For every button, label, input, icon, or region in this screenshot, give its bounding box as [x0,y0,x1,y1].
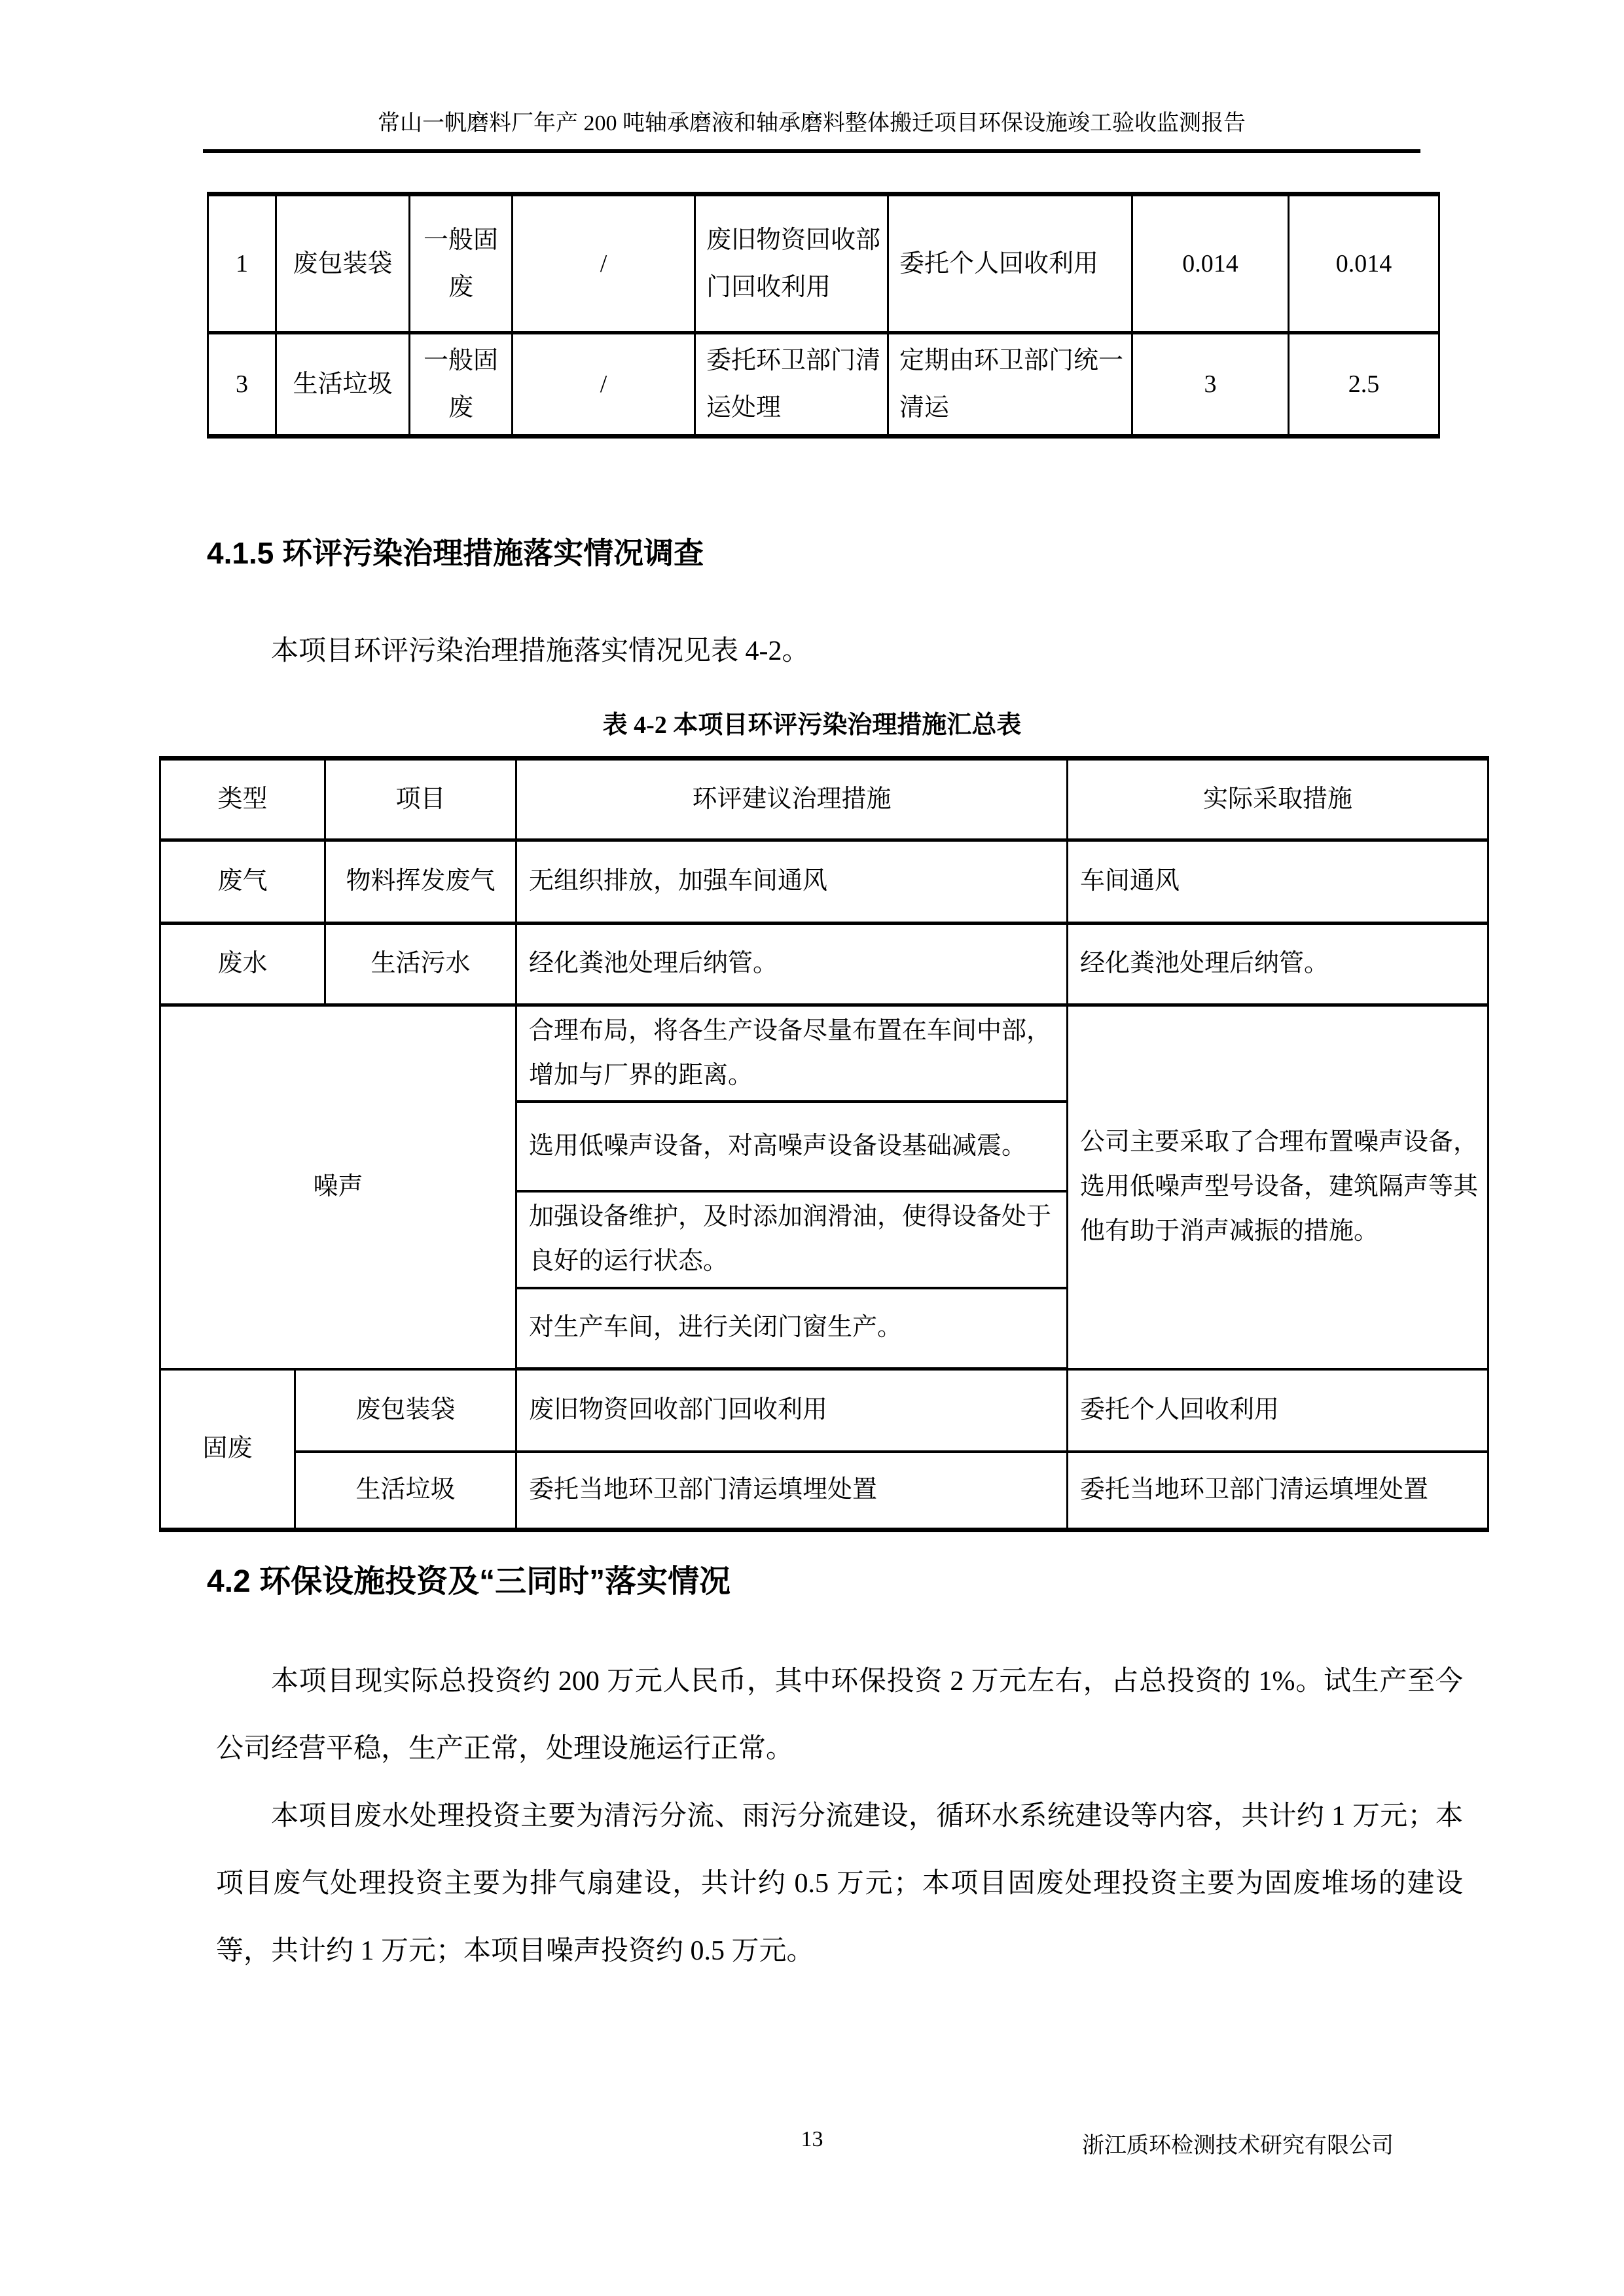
table-row [208,333,1439,437]
suggested-measure-cell: 经化粪池处理后纳管。 [516,924,1068,1005]
value-cell: 0.014 [1289,194,1439,333]
actual-measure-cell: 委托个人回收利用 [888,194,1132,333]
solid-waste-row [160,1369,1489,1452]
type-cell: 固废 [160,1369,295,1530]
table-row [208,194,1439,333]
waste-gas-row [160,840,1489,924]
noise-row [160,1005,1489,1102]
item-cell: 废包装袋 [295,1369,516,1452]
report-header-title: 常山一帆磨料厂年产 200 吨轴承磨液和轴承磨料整体搬迁项目环保设施竣工验收监测报告 [203,109,1420,153]
placeholder-cell: / [513,194,695,333]
actual-measure-cell: 定期由环卫部门统一清运 [888,333,1132,437]
suggested-measure-cell: 对生产车间，进行关闭门窗生产。 [516,1288,1068,1369]
waste-name-cell: 废包装袋 [276,194,410,333]
type-cell: 噪声 [160,1005,516,1369]
solid-waste-summary-table [207,192,1440,439]
investment-paragraph: 本项目现实际总投资约 200 万元人民币，其中环保投资 2 万元左右，占总投资的 1%。试生产至今公司经营平稳，生产正常，处理设施运行正常。 [216,1666,1463,1764]
item-cell: 生活垃圾 [295,1452,516,1530]
table-header-row [160,759,1489,840]
actual-measure-cell: 经化粪池处理后纳管。 [1068,924,1489,1005]
waste-category-cell: 一般固废 [410,194,513,333]
suggested-measure-cell: 选用低噪声设备，对高噪声设备设基础减震。 [516,1102,1068,1191]
actual-measure-cell: 委托个人回收利用 [1068,1369,1489,1452]
suggested-measure-cell: 委托当地环卫部门清运填埋处置 [516,1452,1068,1530]
suggested-measure-cell: 无组织排放，加强车间通风 [516,840,1068,924]
suggested-measure-cell: 委托环卫部门清运处理 [695,333,888,437]
waste-name-cell: 生活垃圾 [276,333,410,437]
value-cell: 2.5 [1289,333,1439,437]
item-cell: 生活污水 [325,924,516,1005]
actual-measure-cell: 委托当地环卫部门清运填埋处置 [1068,1452,1489,1530]
type-cell: 废气 [160,840,325,924]
actual-measure-cell: 公司主要采取了合理布置噪声设备，选用低噪声型号设备，建筑隔声等其他有助于消声减振的措施。 [1068,1005,1489,1369]
header-suggested: 环评建议治理措施 [516,759,1068,840]
page-number: 13 [801,2127,823,2151]
waste-category-cell: 一般固废 [410,333,513,437]
actual-measure-cell: 车间通风 [1068,840,1489,924]
suggested-measure-cell: 加强设备维护，及时添加润滑油，使得设备处于良好的运行状态。 [516,1191,1068,1287]
footer-company: 浙江质环检测技术研究有限公司 [1082,2134,1394,2158]
header-item: 项目 [325,759,516,840]
investment-paragraph: 本项目废水处理投资主要为清污分流、雨污分流建设，循环水系统建设等内容，共计约 1 万元；本项目废气处理投资主要为排气扇建设，共计约 0.5 万元；本项目固废处理投资主要为固废堆场的建设等，共计约 1 万元；本项目噪声投资约 0.5 万元。 [216,1801,1463,1966]
waste-water-row [160,924,1489,1005]
type-cell: 废水 [160,924,325,1005]
solid-waste-row [160,1452,1489,1530]
header-type: 类型 [160,759,325,840]
row-number-cell: 3 [208,333,276,437]
section-heading-4-1-5: 4.1.5 环评污染治理措施落实情况调查 [207,536,704,570]
suggested-measure-cell: 合理布局，将各生产设备尽量布置在车间中部，增加与厂界的距离。 [516,1005,1068,1102]
header-actual: 实际采取措施 [1068,759,1489,840]
placeholder-cell: / [513,333,695,437]
row-number-cell: 1 [208,194,276,333]
suggested-measure-cell: 废旧物资回收部门回收利用 [516,1369,1068,1452]
investment-paragraphs [216,1648,1463,1984]
suggested-measure-cell: 废旧物资回收部门回收利用 [695,194,888,333]
intro-paragraph: 本项目环评污染治理措施落实情况见表 4-2。 [271,636,810,666]
table-4-2-caption: 表 4-2 本项目环评污染治理措施汇总表 [602,711,1022,739]
section-heading-4-2: 4.2 环保设施投资及“三同时”落实情况 [207,1564,731,1599]
item-cell: 物料挥发废气 [325,840,516,924]
value-cell: 0.014 [1132,194,1289,333]
value-cell: 3 [1132,333,1289,437]
table-4-2 [159,756,1489,1532]
